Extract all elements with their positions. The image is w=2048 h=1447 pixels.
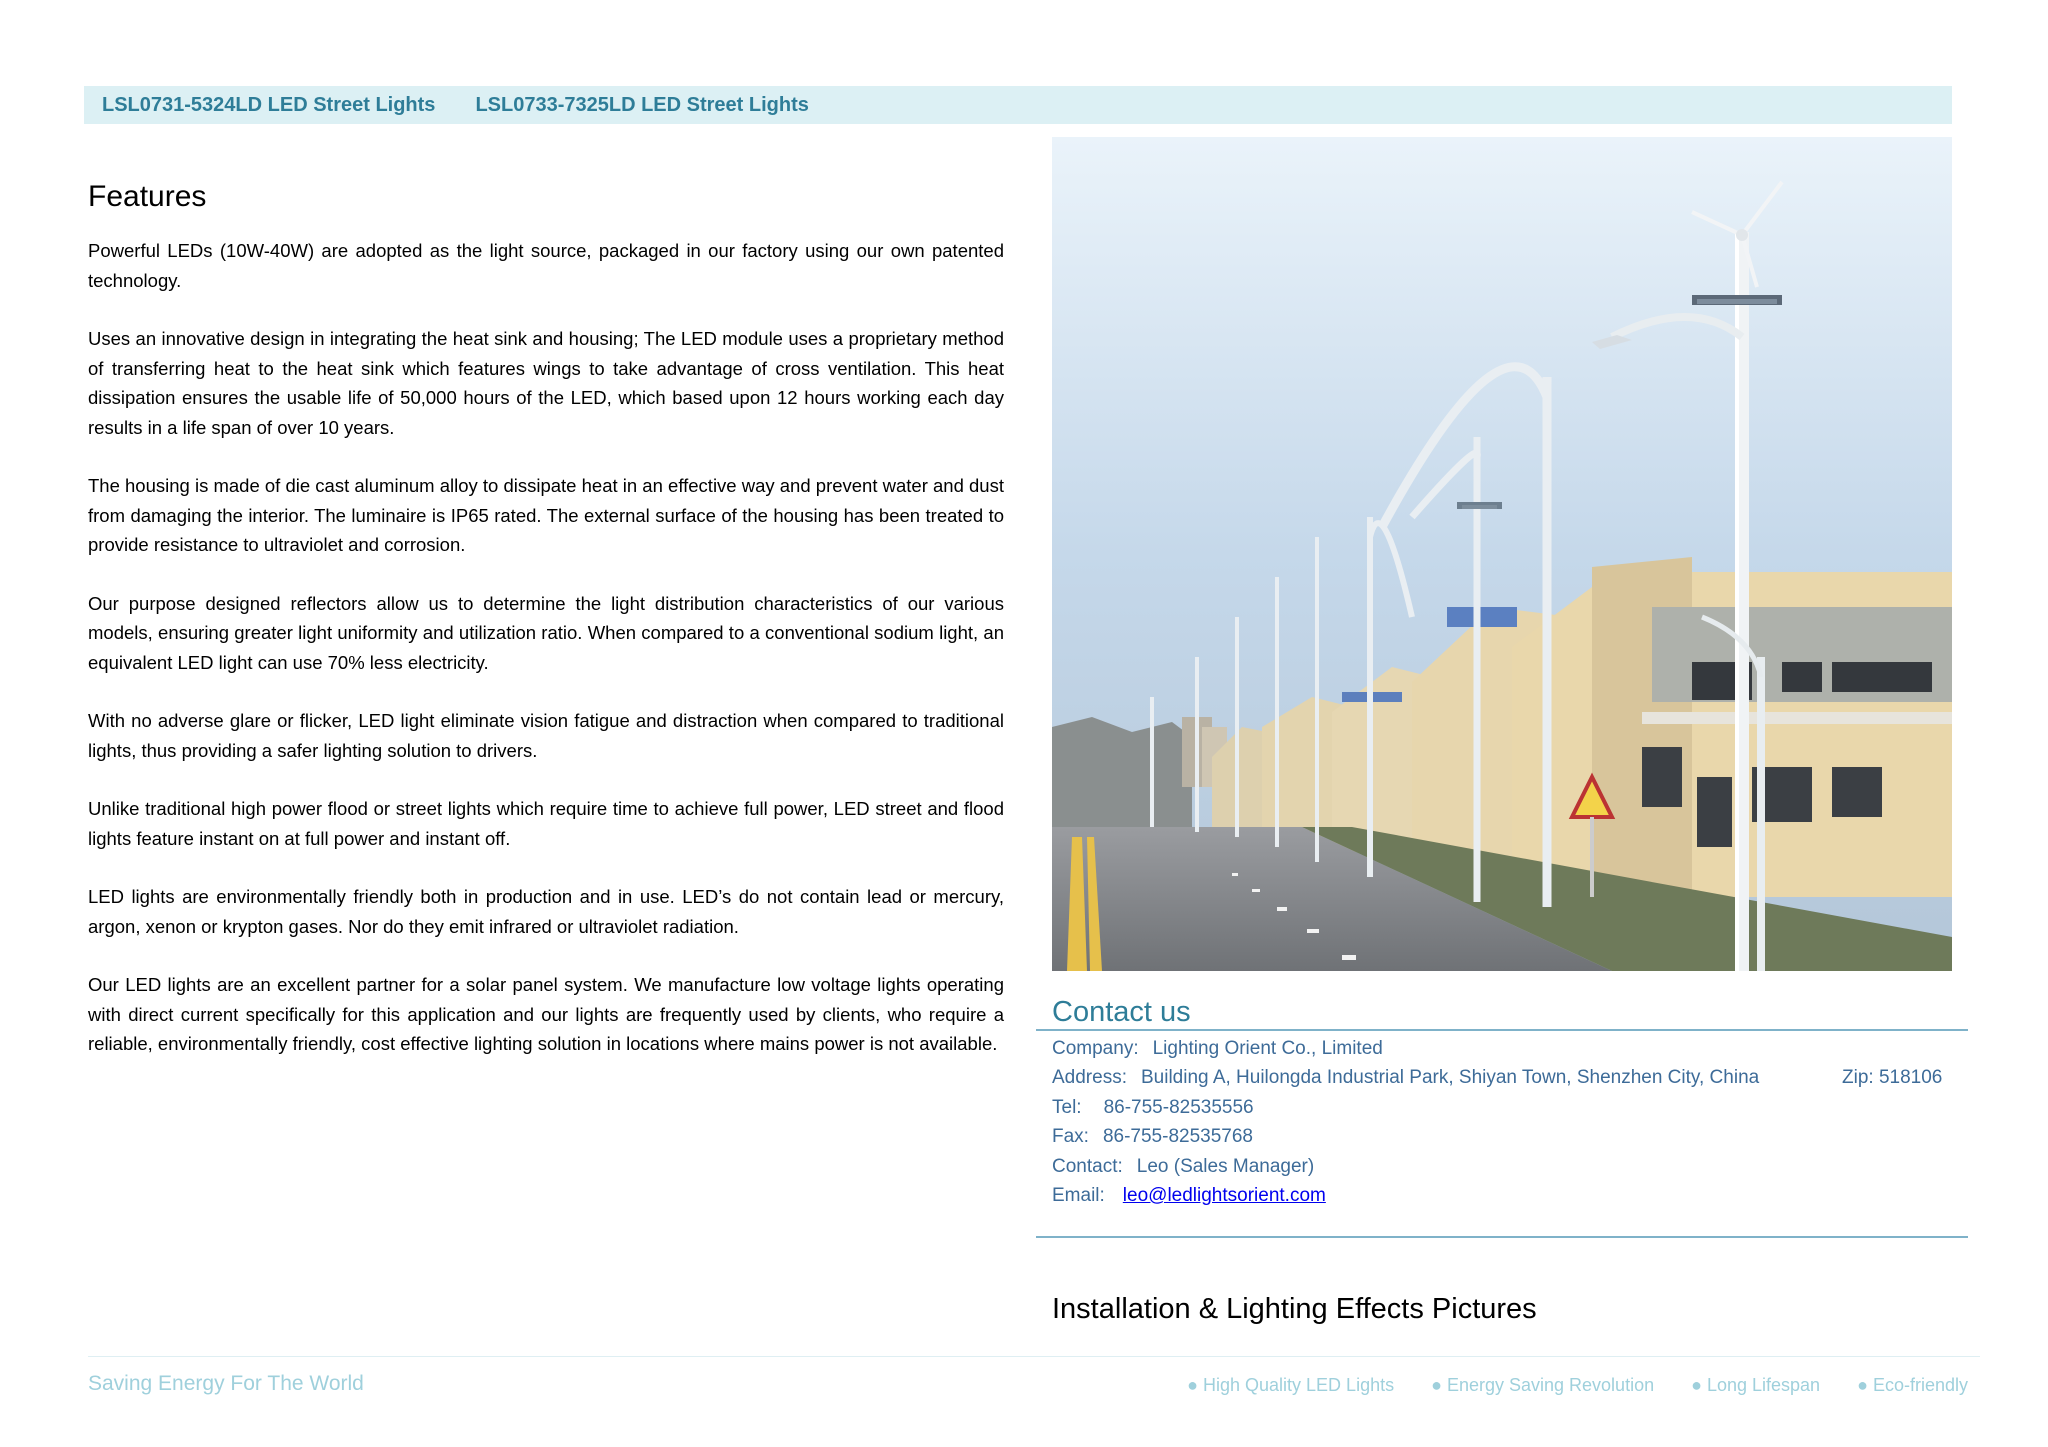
product-tab-bar xyxy=(84,86,1952,124)
tel-label: Tel: xyxy=(1052,1096,1082,1118)
feature-paragraph-2: Uses an innovative design in integrating the heat sink and housing; The LED module uses a proprietary method of transferring heat to the heat sink which features wings to take advantage of cross ventilation. This heat dissipation ensures the usable life of 50,000 hours of the LED, which based upon 12 hours working each day results in a life span of over 10 years. xyxy=(88,328,1004,438)
contact-tel-row xyxy=(1052,1093,1952,1122)
contact-person-row xyxy=(1052,1152,1952,1181)
feature-paragraph-7: LED lights are environmentally friendly both in production and in use. LED’s do not contain lead or mercury, argon, xenon or krypton gases. Nor do they emit infrared or ultraviolet radiation. xyxy=(88,886,1004,937)
contact-divider-bottom xyxy=(1036,1236,1968,1238)
fax-value: 86-755-82535768 xyxy=(1102,1126,1253,1148)
contact-address-row xyxy=(1052,1063,1952,1092)
zip-code: Zip: 518106 xyxy=(1842,1067,1943,1089)
contact-fax-row xyxy=(1052,1122,1952,1151)
contact-title: Contact us xyxy=(1052,996,1191,1028)
email-label: Email: xyxy=(1052,1184,1105,1206)
email-link[interactable]: leo@ledlightsorient.com xyxy=(1122,1184,1326,1206)
feature-paragraph-6: Unlike traditional high power flood or street lights which require time to achieve full power, LED street and flood lights feature instant on at full power and instant off. xyxy=(88,798,1004,849)
tab-lsl0733[interactable]: LSL0733-7325LD LED Street Lights xyxy=(475,93,809,116)
footer-slogan: Saving Energy For The World xyxy=(88,1372,364,1395)
footer-item-energy: ● Energy Saving Revolution xyxy=(1431,1375,1655,1395)
contact-email-row xyxy=(1052,1181,1952,1210)
features-section xyxy=(88,180,1004,1088)
address-value: Building A, Huilongda Industrial Park, Shiyan Town, Shenzhen City, China xyxy=(1140,1067,1760,1089)
feature-paragraph-3: The housing is made of die cast aluminum alloy to dissipate heat in an effective way and prevent water and dust from damaging the interior. The luminaire is IP65 rated. The external surface of the housing has been treated to provide resistance to ultraviolet and corrosion. xyxy=(88,475,1004,555)
company-value: Lighting Orient Co., Limited xyxy=(1152,1038,1383,1059)
footer-highlights xyxy=(1150,1375,1968,1396)
contact-label: Contact: xyxy=(1052,1155,1123,1177)
feature-paragraph-8: Our LED lights are an excellent partner for a solar panel system. We manufacture low voltage lights operating with direct current specifically for this application and our lights are frequently used by clients, who require a reliable, environmentally friendly, cost effective lighting solution in locations where mains power is not available. xyxy=(88,974,1004,1054)
contact-value: Leo (Sales Manager) xyxy=(1136,1155,1315,1177)
fax-label: Fax: xyxy=(1052,1126,1089,1148)
installation-title: Installation & Lighting Effects Pictures xyxy=(1052,1293,1537,1325)
features-title: Features xyxy=(88,180,207,213)
contact-divider-top xyxy=(1036,1029,1968,1031)
feature-paragraph-5: With no adverse glare or flicker, LED light eliminate vision fatigue and distraction when compared to traditional lights, thus providing a safer lighting solution to drivers. xyxy=(88,710,1004,761)
contact-info xyxy=(1052,1034,1952,1210)
feature-paragraph-4: Our purpose designed reflectors allow us to determine the light distribution characteristics of our various models, ensuring greater light uniformity and utilization ratio. When compared to a conventional sodium light, an equivalent LED light can use 70% less electricity. xyxy=(88,592,1004,673)
tel-value: 86-755-82535556 xyxy=(1103,1096,1254,1118)
feature-paragraph-1: Powerful LEDs (10W-40W) are adopted as the light source, packaged in our factory using our own patented technology. xyxy=(88,240,1004,291)
footer-item-eco: ● Eco-friendly xyxy=(1857,1375,1968,1395)
street-lights-photo xyxy=(1052,137,1952,971)
contact-company-row xyxy=(1052,1034,1952,1063)
footer-divider xyxy=(88,1356,1980,1357)
address-label: Address: xyxy=(1052,1067,1127,1089)
company-label: Company: xyxy=(1052,1038,1139,1059)
tab-lsl0731[interactable]: LSL0731-5324LD LED Street Lights xyxy=(102,93,436,116)
footer-item-quality: ● High Quality LED Lights xyxy=(1187,1375,1395,1395)
footer-item-lifespan: ● Long Lifespan xyxy=(1691,1375,1821,1395)
